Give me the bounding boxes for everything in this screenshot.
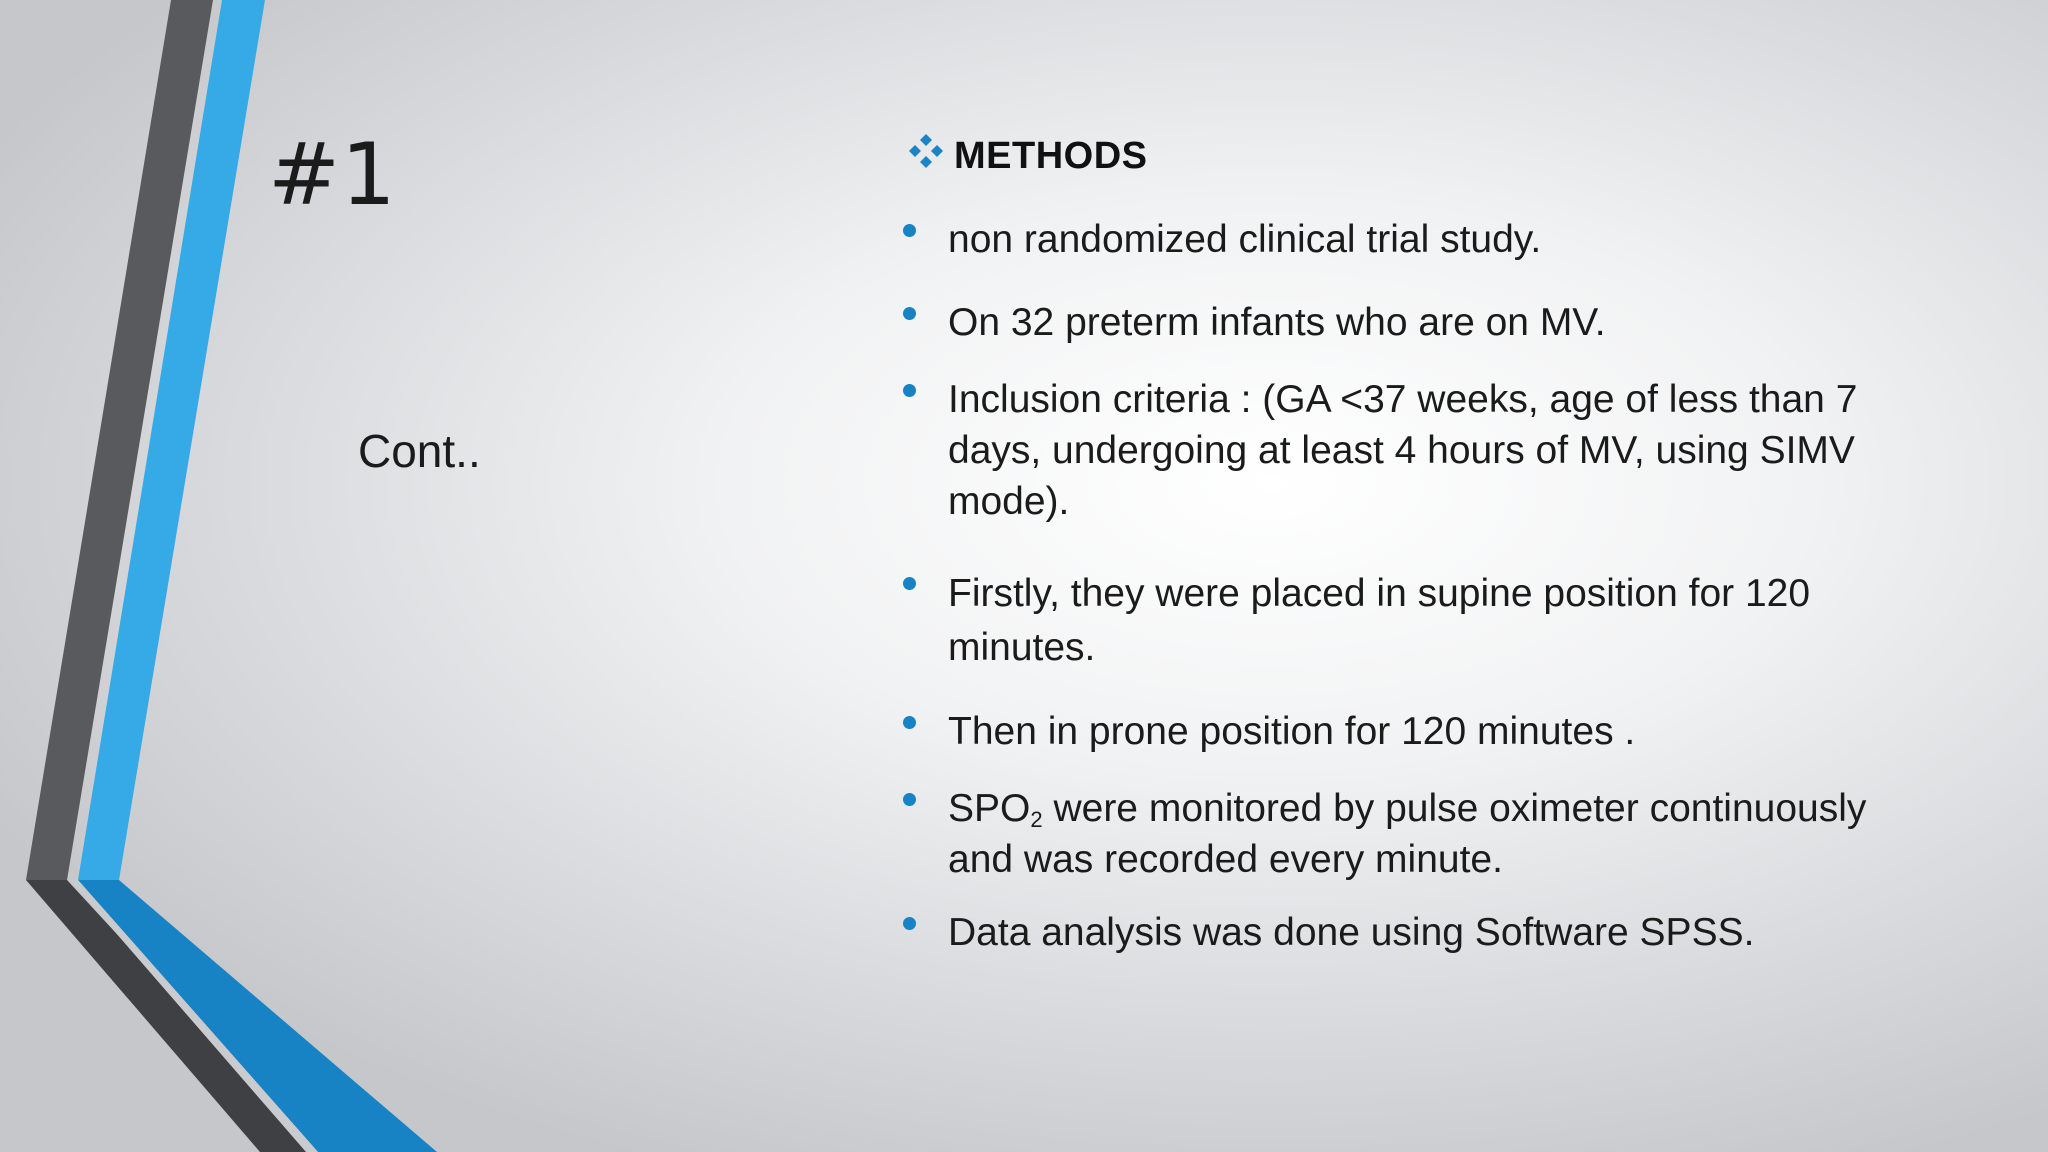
subtitle: Cont.. (358, 425, 481, 477)
subscript: 2 (1030, 807, 1043, 832)
bullet-text-prefix: SPO (948, 787, 1031, 830)
bullet-text: non randomized clinical trial study. (948, 218, 1542, 261)
section-heading-text: METHODS (954, 134, 1148, 177)
bullet-text: On 32 preterm infants who are on MV. (948, 301, 1606, 344)
slide-title: #1 (268, 125, 397, 225)
bullet-item (900, 297, 1910, 348)
bullet-list (900, 214, 1910, 958)
bullet-text: Then in prone position for 120 minutes . (948, 710, 1636, 753)
diamond-cluster-icon (902, 132, 950, 180)
bullet-text-suffix: were monitored by pulse oximeter continuously and was recorded every minute. (948, 787, 1867, 881)
bullet-text: Firstly, they were placed in supine position for 120 minutes. (948, 572, 1811, 669)
bullet-item (900, 567, 1910, 675)
bullet-item (900, 374, 1910, 527)
bullet-item (900, 214, 1910, 265)
bullet-item (900, 706, 1910, 757)
bullet-text: Inclusion criteria : (GA <37 weeks, age of less than 7 days, undergoing at least 4 hours of MV, using SIMV mode). (948, 378, 1858, 523)
section-heading (902, 132, 1148, 180)
bullet-text: Data analysis was done using Software SPSS. (948, 911, 1755, 954)
bullet-item (900, 783, 1910, 885)
bullet-item (900, 907, 1910, 958)
